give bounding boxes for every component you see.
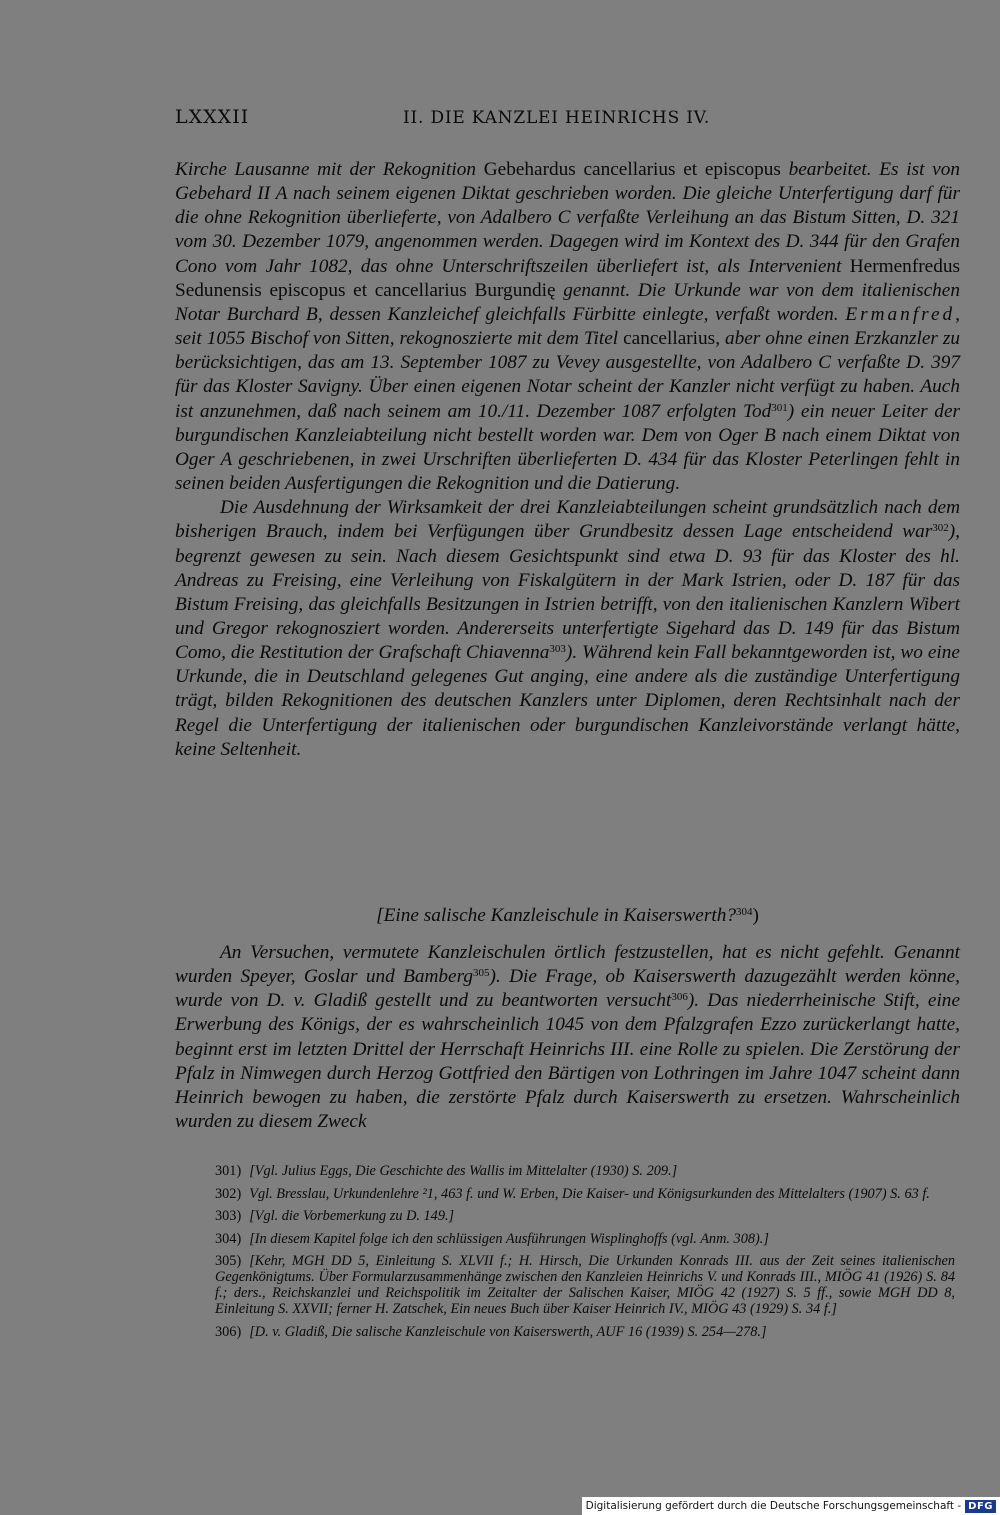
footnote-number: 306) bbox=[215, 1323, 242, 1340]
footnote-text: [Vgl. Julius Eggs, Die Geschichte des Wallis im Mittelalter (1930) S. 209.] bbox=[249, 1163, 678, 1179]
text-run: , seit 1055 Bischof von Sitten, rekognoszierte mit dem Titel bbox=[175, 303, 960, 350]
section-heading bbox=[175, 905, 960, 927]
text-run: genannt. Die Urkunde war von dem italienischen Notar Burchard B, dessen Kanzleichef gleichfalls Fürbitte einlegte, verfaßt worden. bbox=[175, 279, 960, 325]
paragraph-1 bbox=[175, 158, 960, 496]
quoted-title: cancellarius bbox=[623, 328, 716, 350]
spaced-name: Ermanfred bbox=[845, 303, 956, 325]
footnote-text: [Vgl. die Vorbemerkung zu D. 149.] bbox=[249, 1208, 455, 1224]
paragraph-2 bbox=[175, 496, 960, 762]
section-text bbox=[175, 941, 960, 1134]
text-run: An Versuchen, vermutete Kanzleischulen örtlich festzustellen, hat es nicht gefehlt. Genannt wurden Speyer, Goslar und Bamberg bbox=[175, 942, 960, 988]
text-run: ). Die Frage, ob Kaiserswerth dazugezählt werden könne, wurde von D. v. Gladiß gestellt und zu beantworten versucht bbox=[175, 966, 961, 1012]
text-run: Intervenient bbox=[748, 255, 842, 277]
running-head bbox=[175, 106, 960, 136]
heading-text: ) bbox=[752, 905, 759, 926]
footnote-text: [D. v. Gladiß, Die salische Kanzleischule von Kaiserswerth, AUF 16 (1939) S. 254—278.] bbox=[249, 1323, 767, 1340]
text-run: Kirche Lausanne mit der Rekognition bbox=[175, 159, 484, 180]
funding-footer bbox=[582, 1497, 1000, 1515]
chapter-title: II. DIE KANZLEI HEINRICHS IV. bbox=[403, 108, 711, 128]
footnotes bbox=[215, 1163, 955, 1346]
text-run: ). Das niederrheinische Stift, eine Erwerbung des Königs, der es wahrscheinlich 1045 von dem Pfalzgrafen Ezzo zurückerlangt hatte, beginnt erst im letzten Drittel der Herrschaft Heinrichs III. eine Rolle zu spielen. Die Zerstörung der Pfalz in Nimwegen durch Herzog Gottfried den Bärtigen von Lothringen im Jahre 1047 scheint dann Heinrich bewogen zu haben, die zerstörte Pfalz durch Kaiserswerth zu ersetzen. Wahrscheinlich wurden zu diesem Zweck bbox=[175, 990, 960, 1133]
text-run: Die Ausdehnung der Wirksamkeit der drei Kanzleiabteilungen scheint grundsätzlich nach dem bisherigen Brauch, indem bei Verfügungen über Grundbesitz dessen Lage entscheidend war bbox=[175, 497, 960, 543]
footnote bbox=[215, 1186, 955, 1202]
footnote bbox=[215, 1163, 955, 1179]
footnote-number: 301) bbox=[215, 1163, 242, 1179]
funding-text: Digitalisierung gefördert durch die Deutsche Forschungsgemeinschaft - bbox=[585, 1500, 962, 1512]
footnote bbox=[215, 1208, 955, 1224]
footnote-number: 305) bbox=[215, 1253, 242, 1269]
footnote-ref[interactable]: 306 bbox=[671, 991, 688, 1004]
footnote-ref[interactable]: 303 bbox=[549, 643, 566, 656]
footnote-ref[interactable]: 302 bbox=[932, 522, 949, 535]
footnote-ref[interactable]: 301 bbox=[771, 401, 788, 414]
quoted-title: Hermenfredus Sedunensis episcopus et cancellarius Burgundię bbox=[175, 255, 961, 301]
text-run: ) ein neuer Leiter der burgundischen Kanzleiabteilung nicht bestellt worden war. Dem von Oger B nach einem Diktat von Oger A geschriebenen, in zwei Urschriften überlieferten D. 434 für das Kloster Peterlingen fehlt in seinen beiden Ausfertigungen die Rekognition und die Datierung. bbox=[175, 400, 961, 495]
footnote bbox=[215, 1324, 955, 1340]
main-text bbox=[175, 158, 960, 762]
page-number: LXXXII bbox=[175, 106, 250, 128]
footnote-number: 304) bbox=[215, 1230, 242, 1247]
footnote-number: 303) bbox=[215, 1208, 242, 1224]
footnote bbox=[215, 1253, 955, 1317]
footnote-ref[interactable]: 304 bbox=[735, 906, 753, 918]
footnote-text: [In diesem Kapitel folge ich den schlüssigen Ausführungen Wisplinghoffs (vgl. Anm. 308).] bbox=[249, 1230, 769, 1247]
heading-text: [Eine salische Kanzleischule in Kaiserswerth? bbox=[376, 905, 736, 926]
text-run: ). Während kein Fall bekanntgeworden ist, wo eine Urkunde, die in Deutschland gelegenes Gut anging, eine andere als die zuständige Unterfertigung trägt, bilden Rekognitionen des deutschen Kanzlers unter Diplomen, deren Rechtsinhalt nach der Regel die Unterfertigung der italienischen oder burgundischen Kanzleivorstände verlangt hätte, keine Seltenheit. bbox=[175, 642, 960, 760]
paragraph-3 bbox=[175, 941, 960, 1134]
recognition-formula: Gebehardus cancellarius et episcopus bbox=[483, 159, 781, 180]
footnote-text: [Kehr, MGH DD 5, Einleitung S. XLVII f.; H. Hirsch, Die Urkunden Konrads III. aus der Zeit seines italienischen Gegenkönigtums. Über Formularzusammenhänge zwischen den Kanzleien Heinrichs V. und Konrads III., MIÖG 41 (1926) S. 84 f.; ders., Reichskanzlei und Reichspolitik im Zeitalter der Salischen Kaiser, MIÖG 42 (1927) S. 5 ff., sowie MGH DD 8, Einleitung S. XXVII; ferner H. Zatschek, Ein neues Buch über Kaiser Heinrich IV., MIÖG 43 (1929) S. 34 f.] bbox=[215, 1253, 955, 1317]
footnote-ref[interactable]: 305 bbox=[473, 967, 490, 980]
text-run: , aber ohne einen Erzkanzler zu berücksichtigen, das am 13. September 1087 zu Vevey ausgestellte, von Adalbero C verfaßte D. 397 für das Kloster Savigny. Über einen eigenen Notar scheint der Kanzler nicht verfügt zu haben. Auch ist anzunehmen, daß nach seinem am 10./11. Dezember 1087 erfolgten Tod bbox=[175, 328, 960, 422]
footnote bbox=[215, 1231, 955, 1247]
text-run: ), begrenzt gewesen zu sein. Nach diesem Gesichtspunkt sind etwa D. 93 für das Kloster des hl. Andreas zu Freising, eine Verleihung von Fiskalgütern in der Mark Istrien, oder D. 187 für das Bistum Freising, das gleichfalls Besitzungen in Istrien betrifft, von den italienischen Kanzlern Wibert und Gregor rekognosziert worden. Andererseits unterfertigte Sigehard das D. 149 für das Bistum Como, die Restitution der Grafschaft Chiavenna bbox=[175, 521, 960, 664]
text-run bbox=[841, 256, 849, 277]
footnote-number: 302) bbox=[215, 1185, 242, 1202]
dfg-logo[interactable]: DFG bbox=[965, 1500, 996, 1513]
text-run: bearbeitet. Es ist von Gebehard II A nach seinem eigenen Diktat geschrieben worden. Die gleiche Unterfertigung darf für die ohne Rekognition überlieferte, von Adalbero C verfaßte Verleihung an das Bistum Sitten, D. 321 vom 30. Dezember 1079, angenommen werden. Dagegen wird im Kontext des D. 344 für den Grafen Cono vom Jahr 1082, das ohne Unterschriftszeilen überliefert ist, als bbox=[175, 159, 960, 277]
footnote-text: Vgl. Bresslau, Urkundenlehre ²1, 463 f. und W. Erben, Die Kaiser- und Königsurkunden des Mittelalters (1907) S. 63 f. bbox=[249, 1185, 930, 1202]
